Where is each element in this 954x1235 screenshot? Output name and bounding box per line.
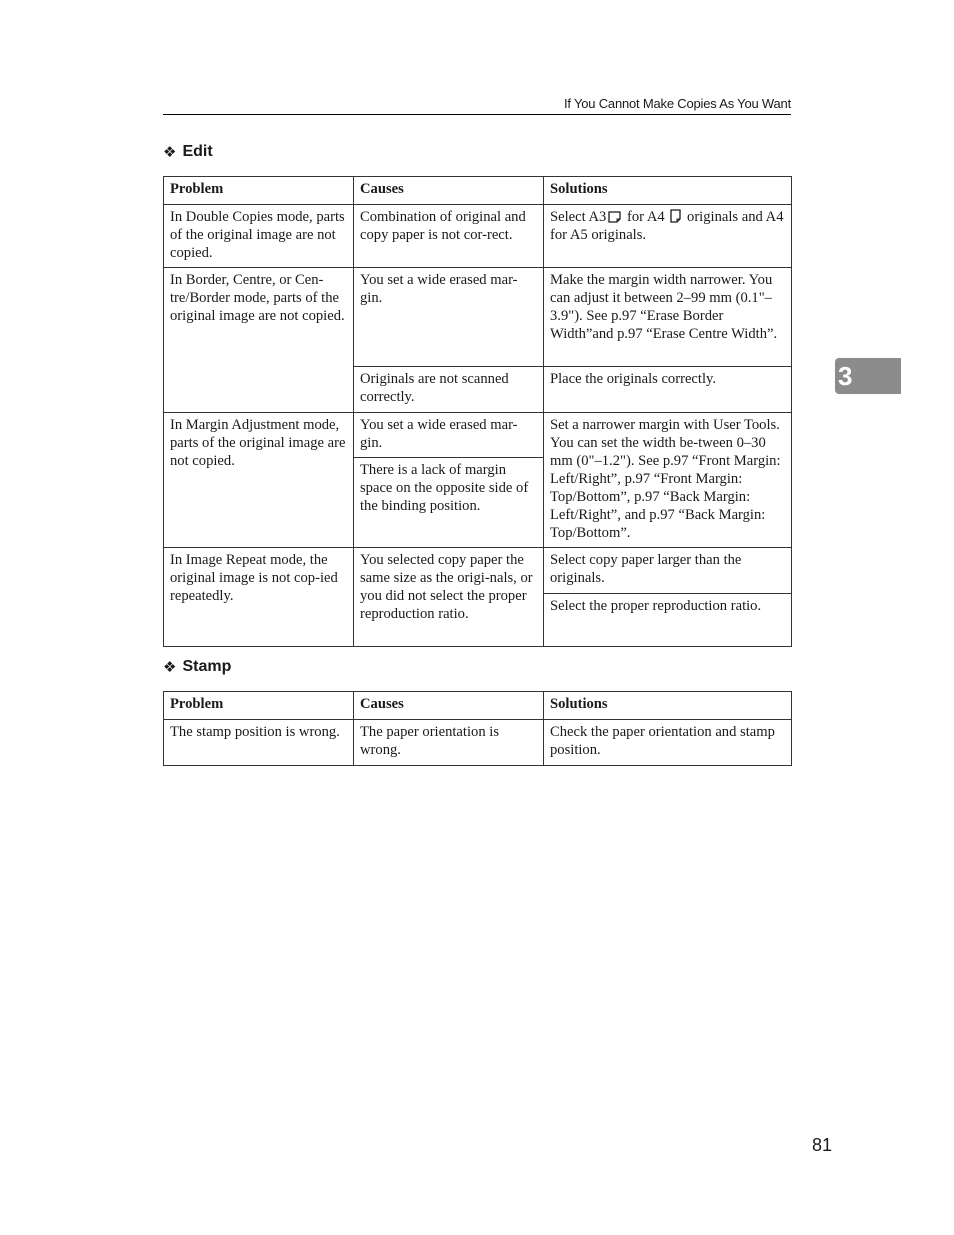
column-header-causes: Causes xyxy=(354,177,544,205)
cause-cell: You set a wide erased mar-gin. xyxy=(354,268,544,367)
solution-cell: Select the proper reproduction ratio. xyxy=(544,594,792,647)
solution-text: for A4 xyxy=(627,209,665,225)
solution-text: Select A3 xyxy=(550,209,607,225)
column-header-causes: Causes xyxy=(354,692,544,720)
stamp-table xyxy=(163,691,792,766)
table-row xyxy=(164,413,792,458)
running-header: If You Cannot Make Copies As You Want xyxy=(163,96,791,115)
problem-cell: In Double Copies mode, parts of the original image are not copied. xyxy=(164,205,354,268)
column-header-problem: Problem xyxy=(164,177,354,205)
solution-cell: Make the margin width narrower. You can adjust it between 2–99 mm (0.1"–3.9"). See p.97 “Erase Border Width”and p.97 “Erase Centre Width”. xyxy=(544,268,792,367)
column-header-solutions: Solutions xyxy=(544,177,792,205)
section-title: Edit xyxy=(182,143,213,160)
problem-cell: The stamp position is wrong. xyxy=(164,720,354,766)
solution-cell xyxy=(544,205,792,268)
landscape-paper-icon xyxy=(608,211,621,223)
solution-text: originals and A4 for A5 originals. xyxy=(550,209,784,243)
cause-cell: Combination of original and copy paper is not cor-rect. xyxy=(354,205,544,268)
section-heading-edit xyxy=(163,143,213,161)
solution-cell: Set a narrower margin with User Tools. You can set the width be-tween 0–30 mm (0"–1.2"). See p.97 “Front Margin: Left/Right”, p.97 “Front Margin: Top/Bottom”, p.97 “Back Margin: Left/Right”, and p.97 “Back Margin: Top/Bottom”. xyxy=(544,413,792,548)
problem-cell: In Image Repeat mode, the original image is not cop-ied repeatedly. xyxy=(164,548,354,647)
cause-cell: The paper orientation is wrong. xyxy=(354,720,544,766)
solution-cell: Check the paper orientation and stamp position. xyxy=(544,720,792,766)
table-row xyxy=(164,268,792,367)
table-row xyxy=(164,720,792,766)
section-heading-stamp xyxy=(163,658,231,676)
chapter-tab: 3 xyxy=(835,358,901,394)
edit-table xyxy=(163,176,792,647)
table-header-row xyxy=(164,177,792,205)
problem-cell: In Margin Adjustment mode, parts of the original image are not copied. xyxy=(164,413,354,548)
solution-cell: Select copy paper larger than the originals. xyxy=(544,548,792,594)
table-row xyxy=(164,205,792,268)
page-number: 81 xyxy=(812,1135,833,1155)
table-header-row xyxy=(164,692,792,720)
problem-cell: In Border, Centre, or Cen-tre/Border mode, parts of the original image are not copied. xyxy=(164,268,354,413)
cause-cell: Originals are not scanned correctly. xyxy=(354,367,544,413)
diamond-bullet-icon: ❖ xyxy=(163,144,177,161)
section-title: Stamp xyxy=(182,658,232,675)
cause-cell: You selected copy paper the same size as the origi-nals, or you did not select the proper reproduction ratio. xyxy=(354,548,544,647)
table-row xyxy=(164,548,792,594)
cause-cell: You set a wide erased mar-gin. xyxy=(354,413,544,458)
column-header-solutions: Solutions xyxy=(544,692,792,720)
solution-cell: Place the originals correctly. xyxy=(544,367,792,413)
cause-cell: There is a lack of margin space on the opposite side of the binding position. xyxy=(354,458,544,548)
portrait-paper-icon xyxy=(670,209,681,223)
diamond-bullet-icon: ❖ xyxy=(163,659,177,676)
column-header-problem: Problem xyxy=(164,692,354,720)
